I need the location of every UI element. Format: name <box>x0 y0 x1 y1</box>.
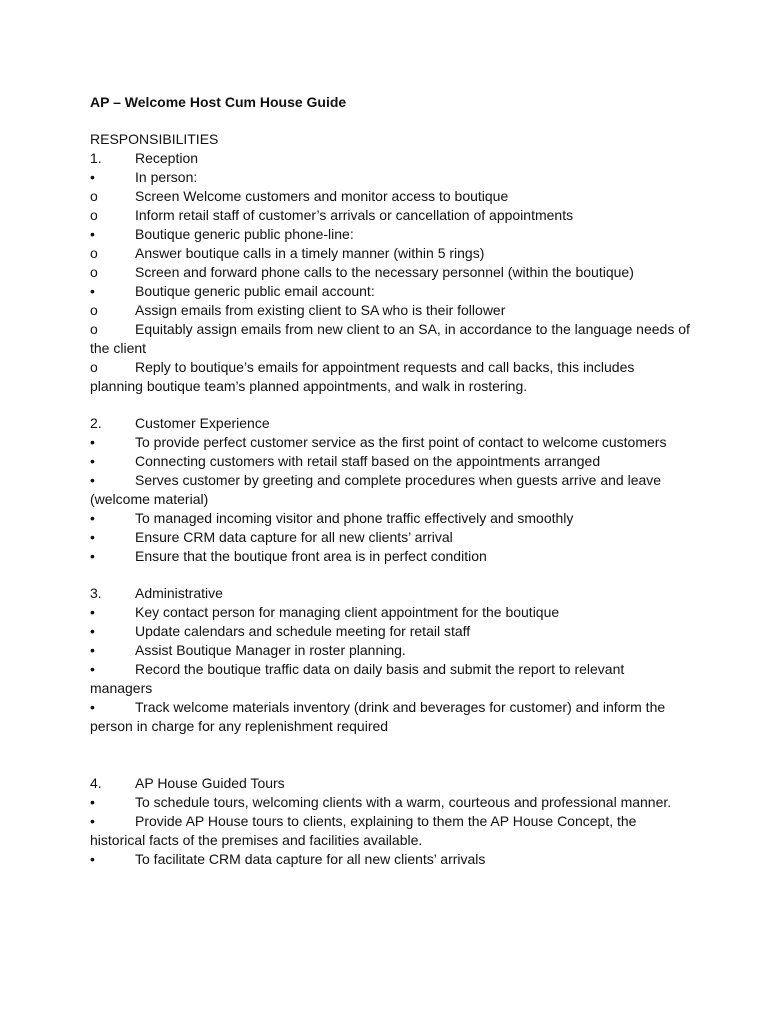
list-item <box>90 282 690 301</box>
list-item-text: Ensure that the boutique front area is in perfect condition <box>135 548 487 564</box>
list-item-text: To provide perfect customer service as the first point of contact to welcome customers <box>135 434 667 450</box>
list-item <box>90 509 690 528</box>
bullet-marker: • <box>90 699 95 715</box>
list-item <box>90 622 690 641</box>
list-item-text: Assist Boutique Manager in roster planning. <box>135 642 406 658</box>
list-item-text: In person: <box>135 169 198 185</box>
bullet-marker: • <box>90 529 95 545</box>
section-heading <box>90 774 690 793</box>
spacer <box>90 396 690 414</box>
list-item-text: Ensure CRM data capture for all new clients’ arrival <box>135 529 453 545</box>
section-heading <box>90 584 690 603</box>
bullet-marker: • <box>90 510 95 526</box>
list-item <box>90 812 690 850</box>
bullet-marker: • <box>90 661 95 677</box>
list-item <box>90 320 690 358</box>
bullet-marker: o <box>90 264 98 280</box>
section-title: Customer Experience <box>135 415 270 431</box>
document-body <box>90 93 690 869</box>
list-item <box>90 793 690 812</box>
list-item <box>90 603 690 622</box>
bullet-marker: o <box>90 207 98 223</box>
list-item <box>90 850 690 869</box>
bullet-marker: • <box>90 794 95 810</box>
bullet-marker: • <box>90 283 95 299</box>
section-ap-house-guided-tours <box>90 774 690 869</box>
section-number: 3. <box>90 585 102 601</box>
bullet-marker: • <box>90 623 95 639</box>
bullet-marker: • <box>90 434 95 450</box>
section-title: Reception <box>135 150 199 166</box>
section-customer-experience <box>90 414 690 566</box>
list-item-text: Assign emails from existing client to SA who is their follower <box>135 302 506 318</box>
bullet-marker: • <box>90 169 95 185</box>
list-item <box>90 225 690 244</box>
list-item-text: Track welcome materials inventory (drink and beverages for customer) and inform the person in charge for any replenishment required <box>90 699 666 734</box>
bullet-marker: o <box>90 245 98 261</box>
list-item <box>90 358 690 396</box>
section-heading <box>90 149 690 168</box>
list-item <box>90 263 690 282</box>
bullet-marker: • <box>90 813 95 829</box>
list-item-text: Provide AP House tours to clients, explaining to them the AP House Concept, the historical facts of the premises and facilities available. <box>90 813 637 848</box>
list-item-text: Connecting customers with retail staff based on the appointments arranged <box>135 453 601 469</box>
list-item-text: Serves customer by greeting and complete procedures when guests arrive and leave (welcome material) <box>90 472 662 507</box>
responsibilities-heading: RESPONSIBILITIES <box>90 131 219 147</box>
list-item <box>90 301 690 320</box>
list-item <box>90 471 690 509</box>
list-item <box>90 244 690 263</box>
list-item <box>90 168 690 187</box>
bullet-marker: • <box>90 604 95 620</box>
list-item <box>90 641 690 660</box>
list-item <box>90 187 690 206</box>
section-heading <box>90 414 690 433</box>
document-title: AP – Welcome Host Cum House Guide <box>90 94 347 110</box>
list-item-text: Reply to boutique’s emails for appointment requests and call backs, this includes planning boutique team’s planned appointments, and walk in rostering. <box>90 359 635 394</box>
bullet-marker: o <box>90 188 98 204</box>
bullet-marker: • <box>90 226 95 242</box>
spacer <box>90 566 690 584</box>
list-item-text: Boutique generic public email account: <box>135 283 375 299</box>
list-item <box>90 698 690 736</box>
section-number: 1. <box>90 150 102 166</box>
list-item <box>90 452 690 471</box>
list-item-text: Equitably assign emails from new client to an SA, in accordance to the language needs of the client <box>90 321 690 356</box>
list-item-text: To facilitate CRM data capture for all new clients’ arrivals <box>135 851 486 867</box>
list-item-text: Inform retail staff of customer’s arrivals or cancellation of appointments <box>135 207 574 223</box>
list-item-text: Screen Welcome customers and monitor access to boutique <box>135 188 509 204</box>
list-item <box>90 660 690 698</box>
section-title: AP House Guided Tours <box>135 775 285 791</box>
list-item-text: To managed incoming visitor and phone traffic effectively and smoothly <box>135 510 574 526</box>
list-item-text: Record the boutique traffic data on daily basis and submit the report to relevant managers <box>90 661 625 696</box>
bullet-marker: • <box>90 642 95 658</box>
list-item <box>90 433 690 452</box>
bullet-marker: • <box>90 851 95 867</box>
section-number: 4. <box>90 775 102 791</box>
list-item-text: Answer boutique calls in a timely manner (within 5 rings) <box>135 245 485 261</box>
bullet-marker: o <box>90 321 98 337</box>
section-title: Administrative <box>135 585 223 601</box>
bullet-marker: o <box>90 359 98 375</box>
spacer <box>90 112 690 130</box>
section-reception <box>90 149 690 396</box>
spacer <box>90 736 690 774</box>
section-number: 2. <box>90 415 102 431</box>
section-administrative <box>90 584 690 736</box>
list-item-text: Boutique generic public phone-line: <box>135 226 354 242</box>
bullet-marker: o <box>90 302 98 318</box>
bullet-marker: • <box>90 472 95 488</box>
bullet-marker: • <box>90 453 95 469</box>
bullet-marker: • <box>90 548 95 564</box>
list-item-text: Key contact person for managing client appointment for the boutique <box>135 604 560 620</box>
list-item-text: To schedule tours, welcoming clients with a warm, courteous and professional manner. <box>135 794 672 810</box>
list-item-text: Update calendars and schedule meeting for retail staff <box>135 623 471 639</box>
list-item <box>90 528 690 547</box>
list-item-text: Screen and forward phone calls to the necessary personnel (within the boutique) <box>135 264 634 280</box>
list-item <box>90 206 690 225</box>
list-item <box>90 547 690 566</box>
